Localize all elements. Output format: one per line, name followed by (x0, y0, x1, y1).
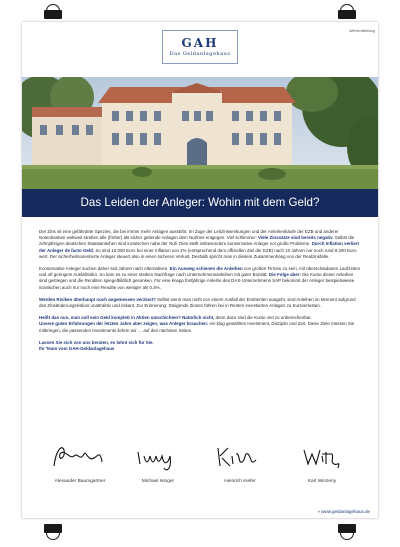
binder-clip-bottom-left (42, 514, 64, 540)
paragraph-risiken: Werden Risiken überhaupt noch angemessen verzinst? Selbst wenn man nicht von einem Ausfall der Emittenten ausgeht, sind Anleihen im Moment aufgrund des Zinsänderungsrisikos unattraktiv und riskant. Zur Erinnerung: Steigende Zinsen führen bei in Renten investierten Anlagen zu Kursverlusten. (39, 296, 356, 309)
logo-tagline: Das Geldanlagehaus (169, 51, 231, 57)
letter-body (39, 229, 361, 358)
signatory-name: Heinrich Kiefer (224, 479, 256, 484)
headline: Das Leiden der Anleger: Wohin mit dem Geld? (22, 189, 378, 217)
signatory-name: Karl Winzeny (307, 479, 337, 484)
handwritten-signature (40, 440, 120, 472)
website-link[interactable]: » www.geldanlagehaus.de (317, 509, 370, 514)
signature-1 (40, 440, 120, 492)
gah-logo (162, 30, 238, 64)
advertising-notice: Werbemitteilung (349, 29, 375, 33)
handwritten-signature (200, 440, 280, 472)
binder-clip-bottom-right (336, 514, 358, 540)
signature-2 (118, 440, 198, 492)
closing (39, 340, 361, 352)
paragraph-realzins: Der Zins ist eine gefährdete Spezies, die bei immer mehr Anlagen ausstirbt. Im Zuge der Leitzinssenkungen und der Anleihenkäufe der EZB und anderer Notenbanken weltweit streben alle (früher) als sicher geltende Anlagen dem Nullzins entgegen. Viel schlimmer: Viele Zinssätze sind bereits negativ. Selbst die zehnjährigen deutschen Staatsanleihen sind inzwischen nahe der Null. Dies stellt insbesondere konservative Anleger vor große Probleme. Durch Inflation verliert der Anleger de facto Geld. So sind 10.000 Euro bei einer Inflation von 2% (entsprechend dem offiziellen Ziel der EZB) nach 10 Jahren nur noch rund 8.200 Euro wert. Der sicherheitsorientierte Anleger steuert also in einen sicheren Verlust. Deshalb spricht man in diesem Zusammenhang von der Realzinsfalle. (39, 229, 359, 259)
handwritten-signature (282, 440, 362, 472)
paragraph-anleihen: Konservative Anleger suchen daher seit Jahren nach Alternativen. Ein Ausweg schienen die Anleihen von großen Firmen zu sein, mit überschaubaren Laufzeiten und oft geringem Ausfallrisiko. So kam es zu einer starken Nachfrage nach Unternehmensanleihen mit guter Bonität. Die Folge aber: Die Kurse dieser Anleihen sind gestiegen und die Renditen spiegelbildlich gesunken. Für eine knapp fünfjährige Anleihe des DAX-Unternehmens SAP bekommt der Anleger beispielsweise inzwischen auch nur noch eine Rendite von weniger als 0,4%. (39, 266, 361, 290)
signature-row (40, 440, 360, 492)
closing-line: Lassen Sie sich von uns beraten, es lohnt sich für Sie. (39, 339, 154, 345)
poster (22, 22, 378, 518)
signature-3 (200, 440, 280, 492)
signature-4 (282, 440, 362, 492)
signatory-name: Michael Isinger (141, 479, 175, 484)
logo-wordmark: GAH (181, 36, 219, 50)
paragraph-aktien: Heißt das nun, man soll sein Geld komplett in Aktien umschichten? Natürlich nicht, denn dazu sind die Kurse viel zu unberechenbar. Unsere guten Erfahrungen der letzten Jahre aber zeigen, was Anleger brauchen: ein klug gewähltes Investment, Disziplin und Zeit. Diese Ziele müssen Sie mitbringen, die passenden Investments liefern wir … auf den nächsten Seiten. (39, 315, 355, 333)
team-signoff: Ihr Team vom GAH-Geldanlagehaus (39, 346, 115, 352)
handwritten-signature (118, 440, 198, 472)
building-photo (22, 77, 378, 189)
signatory-name: Alexander Baumgartner (54, 479, 106, 484)
